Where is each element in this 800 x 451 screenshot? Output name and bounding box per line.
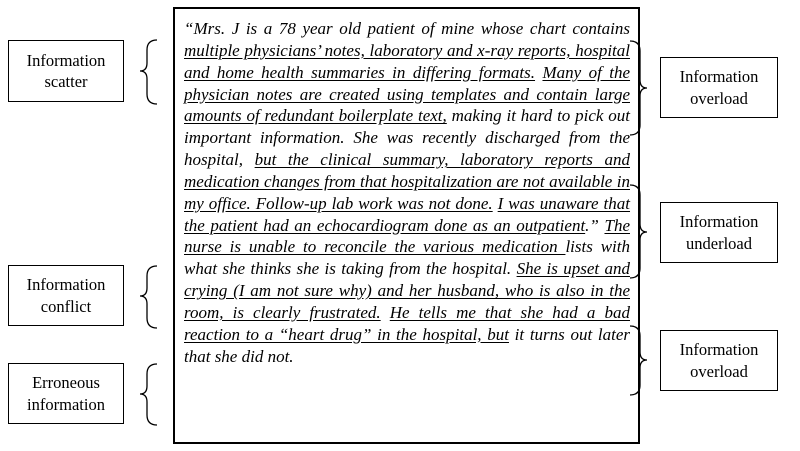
label-erroneous-information [8,363,124,424]
label-information-overload-top [660,57,778,118]
underlined-segment: She is upset and crying (I am not sure why) and her husband, who is also in the room, is clearly frustrated. [184,259,630,322]
underlined-segment: The nurse is unable to reconcile the various medication [184,215,630,257]
text-segment: lists with what she thinks she is taking from the hospital. [184,237,631,279]
label-text: Information overload [679,340,759,381]
narrative-box [173,7,640,444]
underlined-segment: I was unaware that the patient had an echocardiogram done as an outpatient [184,193,631,235]
text-segment [381,303,390,322]
text-segment: “Mrs. J is a 78 year old patient of mine whose chart contains [184,19,630,38]
label-text: Information scatter [26,50,106,91]
left-brace-scatter [140,40,157,104]
label-text: Information conflict [26,275,106,316]
narrative-text [184,18,630,368]
left-brace-conflict [140,266,157,328]
label-text: Information underload [679,212,759,253]
text-segment: it turns out later that she did not. [184,324,631,366]
label-information-overload-bottom [660,330,778,391]
text-segment: .” [585,215,605,235]
underlined-segment: but the clinical summary, laboratory reports and medication changes from that hospitalization are not available in my office. Follow-up lab work was not done. [184,150,630,213]
left-brace-erroneous [140,364,157,425]
underlined-segment: He tells me that she had a bad reaction to a “heart drug” in the hospital, but [184,302,630,344]
underlined-segment: multiple physicians’ notes, laboratory and x-ray reports, hospital and home health summaries in differing formats. [184,40,630,82]
text-segment: making it hard to pick out important information. She was recently discharged from the hospital, [184,106,630,170]
label-information-scatter [8,40,124,102]
label-text: Erroneous information [27,373,105,414]
label-text: Information overload [679,67,759,108]
underlined-segment: Many of the physician notes are created using templates and contain large amounts of redundant boilerplate text, [184,62,631,126]
label-information-conflict [8,265,124,326]
label-information-underload [660,202,778,263]
